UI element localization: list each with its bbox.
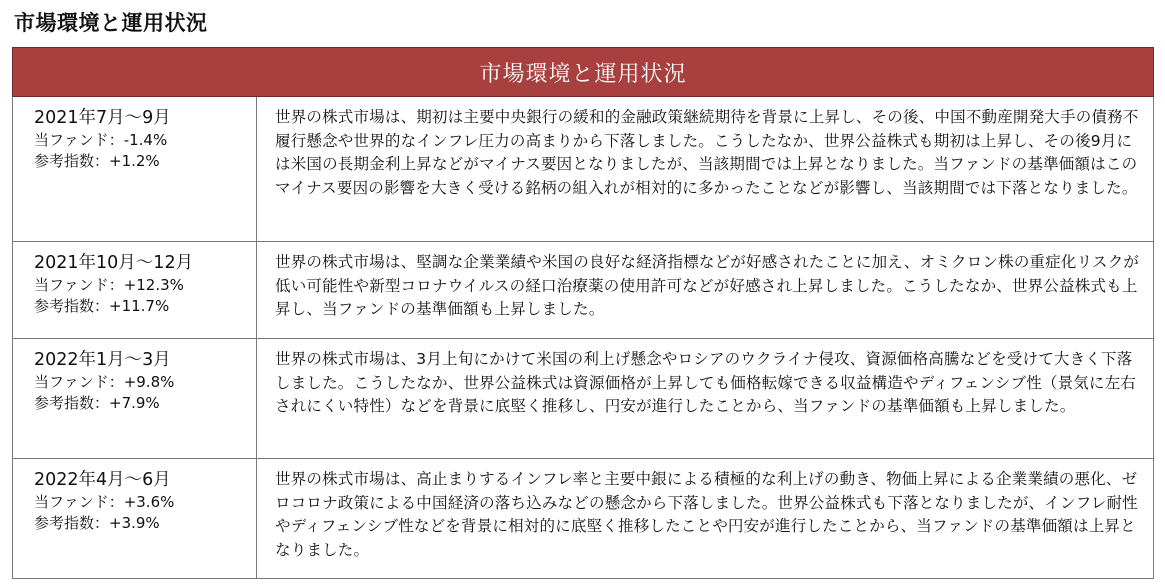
market-report-table bbox=[12, 47, 1154, 579]
description-cell bbox=[257, 242, 1154, 339]
table-header: 市場環境と運用状況 bbox=[13, 48, 1154, 97]
period-label: 2022年1月～3月 bbox=[34, 350, 171, 370]
market-description: 世界の株式市場は、期初は主要中央銀行の緩和的金融政策継続期待を背景に上昇し、その後、中国不動産開発大手の債務不履行懸念や世界的なインフレ圧力の高まりから下落しました。こうしたなか、世界公益株式も期初は上昇し、その後9月には米国の長期金利上昇などがマイナス要因となりましたが、当該期間では上昇となりました。当ファンドの基準価額はこのマイナス要因の影響を大きく受ける銘柄の組入れが相対的に多かったことなどが影響し、当該期間では下落となりました。 bbox=[275, 108, 1139, 197]
description-cell bbox=[257, 339, 1154, 459]
table-row bbox=[13, 242, 1154, 339]
table-header-row bbox=[13, 48, 1154, 97]
market-description: 世界の株式市場は、堅調な企業業績や米国の良好な経済指標などが好感されたことに加え、オミクロン株の重症化リスクが低い可能性や新型コロナウイルスの経口治療薬の使用許可などが好感され上昇しました。こうしたなか、世界公益株式も上昇し、当ファンドの基準価額も上昇しました。 bbox=[275, 253, 1140, 318]
page-title: 市場環境と運用状況 bbox=[14, 11, 208, 35]
period-cell bbox=[13, 97, 257, 242]
table-row bbox=[13, 97, 1154, 242]
description-cell bbox=[257, 97, 1154, 242]
description-cell bbox=[257, 459, 1154, 579]
table-row bbox=[13, 339, 1154, 459]
market-description: 世界の株式市場は、高止まりするインフレ率と主要中銀による積極的な利上げの動き、物価上昇による企業業績の悪化、ゼロコロナ政策による中国経済の落ち込みなどの懸念から下落しました。世界公益株式も下落となりましたが、インフレ耐性やディフェンシブ性などを背景に相対的に底堅く推移したことや円安が進行したことから、当ファンドの基準価額は上昇となりました。 bbox=[275, 470, 1138, 559]
reference-index-return: 参考指数：+3.9% bbox=[34, 514, 160, 532]
period-cell bbox=[13, 459, 257, 579]
period-cell bbox=[13, 339, 257, 459]
fund-return: 当ファンド：+3.6% bbox=[34, 493, 175, 511]
fund-return: 当ファンド：+9.8% bbox=[34, 373, 175, 391]
reference-index-return: 参考指数：+1.2% bbox=[34, 152, 160, 170]
reference-index-return: 参考指数：+7.9% bbox=[34, 394, 160, 412]
table-row bbox=[13, 459, 1154, 579]
fund-return: 当ファンド：+12.3% bbox=[34, 276, 184, 294]
fund-return: 当ファンド：-1.4% bbox=[34, 131, 168, 149]
period-cell bbox=[13, 242, 257, 339]
period-label: 2021年7月～9月 bbox=[34, 108, 171, 128]
reference-index-return: 参考指数：+11.7% bbox=[34, 297, 170, 315]
period-label: 2021年10月～12月 bbox=[34, 253, 194, 273]
period-label: 2022年4月～6月 bbox=[34, 470, 171, 490]
market-description: 世界の株式市場は、3月上旬にかけて米国の利上げ懸念やロシアのウクライナ侵攻、資源価格高騰などを受けて大きく下落しました。こうしたなか、世界公益株式は資源価格が上昇しても価格転嫁できる収益構造やディフェンシブ性（景気に左右されにくい特性）などを背景に底堅く推移し、円安が進行したことから、当ファンドの基準価額も上昇しました。 bbox=[275, 350, 1137, 415]
